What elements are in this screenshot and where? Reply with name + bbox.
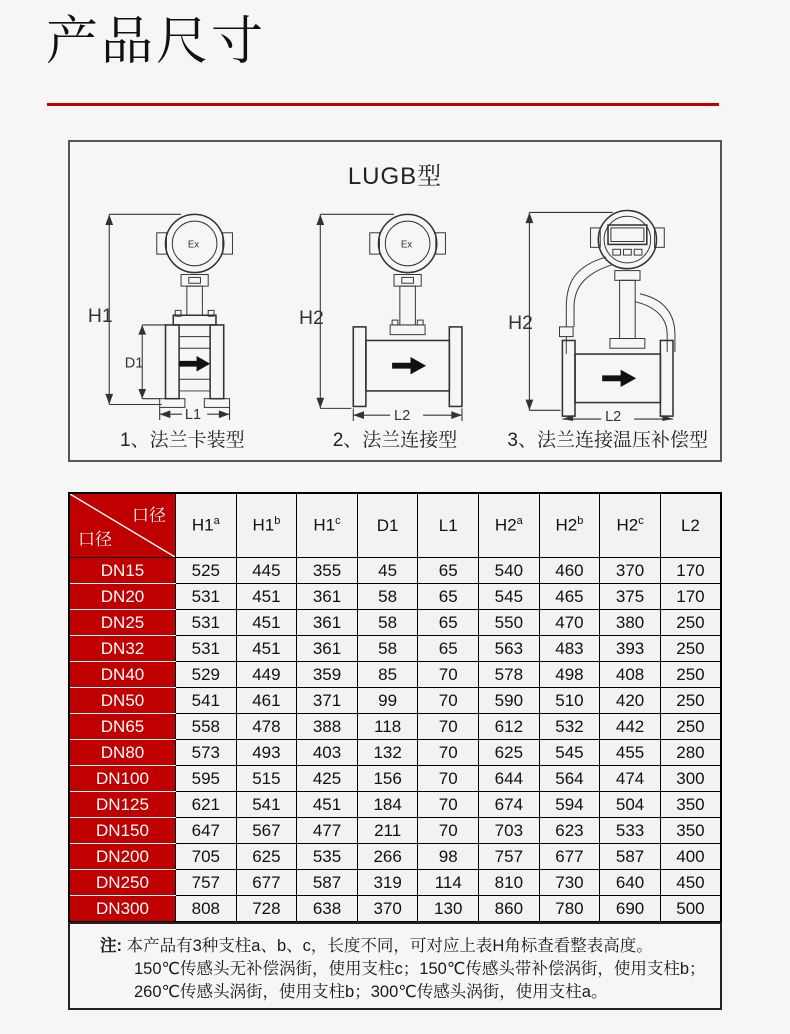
dimension-value-cell: 594 bbox=[539, 792, 600, 818]
dimension-value-cell: 677 bbox=[236, 870, 297, 896]
dimension-value-cell: 612 bbox=[479, 714, 540, 740]
dimension-value-cell: 465 bbox=[539, 584, 600, 610]
dimension-value-cell: 504 bbox=[600, 792, 661, 818]
dimension-value-cell: 558 bbox=[176, 714, 237, 740]
l2-label: L2 bbox=[394, 408, 411, 421]
dimension-value-cell: 644 bbox=[479, 766, 540, 792]
dimension-value-cell: 531 bbox=[176, 610, 237, 636]
dimension-value-cell: 529 bbox=[176, 662, 237, 688]
meter-head bbox=[157, 214, 233, 272]
dimension-value-cell: 477 bbox=[297, 818, 358, 844]
dimension-value-cell: 184 bbox=[357, 792, 418, 818]
dimension-value-cell: 531 bbox=[176, 636, 237, 662]
row-header-dn: DN50 bbox=[69, 688, 176, 714]
row-header-dn: DN150 bbox=[69, 818, 176, 844]
dimension-value-cell: 70 bbox=[418, 662, 479, 688]
dimension-value-cell: 58 bbox=[357, 610, 418, 636]
compensation-drawing bbox=[505, 193, 711, 421]
flow-arrow bbox=[179, 356, 210, 372]
table-row bbox=[69, 896, 721, 923]
dimension-value-cell: 860 bbox=[479, 896, 540, 923]
corner-label-top: 口径 bbox=[132, 506, 166, 525]
dimension-value-cell: 563 bbox=[479, 636, 540, 662]
d1-dimension bbox=[125, 325, 166, 399]
dimension-value-cell: 359 bbox=[297, 662, 358, 688]
table-row bbox=[69, 662, 721, 688]
l2-dimension bbox=[353, 408, 462, 421]
dimension-value-cell: 451 bbox=[236, 610, 297, 636]
dimension-value-cell: 451 bbox=[297, 792, 358, 818]
dimension-value-cell: 156 bbox=[357, 766, 418, 792]
dimension-value-cell: 455 bbox=[600, 740, 661, 766]
row-header-dn: DN40 bbox=[69, 662, 176, 688]
dimension-value-cell: 587 bbox=[600, 844, 661, 870]
dimension-value-cell: 65 bbox=[418, 584, 479, 610]
dimension-value-cell: 545 bbox=[539, 740, 600, 766]
dimension-value-cell: 70 bbox=[418, 818, 479, 844]
corner-label-bottom: 口径 bbox=[78, 530, 112, 549]
table-header-row bbox=[69, 493, 721, 558]
row-header-dn: DN200 bbox=[69, 844, 176, 870]
dimension-value-cell: 757 bbox=[176, 870, 237, 896]
dimension-value-cell: 99 bbox=[357, 688, 418, 714]
h2-label: H2 bbox=[298, 306, 324, 329]
h2-dimension bbox=[508, 212, 613, 410]
table-row bbox=[69, 792, 721, 818]
dimension-value-cell: 810 bbox=[479, 870, 540, 896]
table-row bbox=[69, 870, 721, 896]
dimension-value-cell: 677 bbox=[539, 844, 600, 870]
dimension-value-cell: 498 bbox=[539, 662, 600, 688]
dimension-value-cell: 250 bbox=[660, 636, 721, 662]
l2-label: L2 bbox=[604, 409, 621, 421]
col-header-l1: L1 bbox=[418, 493, 479, 558]
dimension-value-cell: 451 bbox=[236, 636, 297, 662]
dimension-value-cell: 65 bbox=[418, 636, 479, 662]
table-row bbox=[69, 844, 721, 870]
dimension-value-cell: 493 bbox=[236, 740, 297, 766]
dimension-value-cell: 567 bbox=[236, 818, 297, 844]
dimension-value-cell: 70 bbox=[418, 792, 479, 818]
dimension-value-cell: 442 bbox=[600, 714, 661, 740]
row-header-dn: DN15 bbox=[69, 558, 176, 584]
dimension-value-cell: 450 bbox=[660, 870, 721, 896]
l2-dimension bbox=[562, 409, 673, 421]
dimension-value-cell: 623 bbox=[539, 818, 600, 844]
dimension-value-cell: 531 bbox=[176, 584, 237, 610]
dimension-value-cell: 535 bbox=[297, 844, 358, 870]
dimension-value-cell: 58 bbox=[357, 636, 418, 662]
row-header-dn: DN250 bbox=[69, 870, 176, 896]
dimension-value-cell: 388 bbox=[297, 714, 358, 740]
meter-head bbox=[370, 214, 446, 272]
row-header-dn: DN65 bbox=[69, 714, 176, 740]
table-body bbox=[69, 558, 721, 923]
flow-arrow bbox=[602, 370, 636, 387]
table-row bbox=[69, 714, 721, 740]
dimension-value-cell: 58 bbox=[357, 584, 418, 610]
ex-marking: Ex bbox=[400, 239, 413, 251]
meter-stem bbox=[610, 271, 645, 349]
dimension-value-cell: 587 bbox=[297, 870, 358, 896]
dimension-value-cell: 250 bbox=[660, 714, 721, 740]
h1-dimension bbox=[88, 214, 181, 404]
dimension-value-cell: 170 bbox=[660, 584, 721, 610]
dimension-value-cell: 85 bbox=[357, 662, 418, 688]
row-header-dn: DN32 bbox=[69, 636, 176, 662]
dimension-value-cell: 728 bbox=[236, 896, 297, 923]
dimension-value-cell: 730 bbox=[539, 870, 600, 896]
ex-marking: Ex bbox=[188, 239, 200, 251]
clamp-body bbox=[160, 310, 230, 407]
dimension-value-cell: 478 bbox=[236, 714, 297, 740]
dimension-value-cell: 408 bbox=[600, 662, 661, 688]
dimension-value-cell: 350 bbox=[660, 792, 721, 818]
dimension-value-cell: 705 bbox=[176, 844, 237, 870]
dimension-value-cell: 625 bbox=[479, 740, 540, 766]
dimension-value-cell: 595 bbox=[176, 766, 237, 792]
dimension-value-cell: 250 bbox=[660, 662, 721, 688]
table-head bbox=[69, 493, 721, 558]
dimension-value-cell: 319 bbox=[357, 870, 418, 896]
row-header-dn: DN25 bbox=[69, 610, 176, 636]
dimension-value-cell: 483 bbox=[539, 636, 600, 662]
dimension-value-cell: 532 bbox=[539, 714, 600, 740]
dimension-value-cell: 625 bbox=[236, 844, 297, 870]
dimension-value-cell: 98 bbox=[418, 844, 479, 870]
dimension-value-cell: 460 bbox=[539, 558, 600, 584]
meter-stem bbox=[390, 274, 425, 334]
note-line-1 bbox=[100, 935, 706, 958]
dimension-value-cell: 370 bbox=[600, 558, 661, 584]
d1-label: D1 bbox=[125, 355, 144, 372]
dimension-value-cell: 500 bbox=[660, 896, 721, 923]
col-header-h2b: H2$^b$ bbox=[539, 493, 600, 558]
dimension-value-cell: 674 bbox=[479, 792, 540, 818]
dimension-value-cell: 70 bbox=[418, 688, 479, 714]
drawings-row bbox=[70, 193, 720, 452]
drawing-variant-1 bbox=[76, 193, 289, 452]
dimension-value-cell: 370 bbox=[357, 896, 418, 923]
dimension-value-cell: 621 bbox=[176, 792, 237, 818]
l1-dimension bbox=[160, 407, 230, 421]
pipe-body bbox=[562, 340, 673, 416]
dimension-value-cell: 690 bbox=[600, 896, 661, 923]
note-text-1: 本产品有3种支柱a、b、c，长度不同，可对应上表H角标查看整表高度。 bbox=[126, 937, 653, 955]
corner-header-cell bbox=[69, 493, 176, 558]
dimension-value-cell: 361 bbox=[297, 636, 358, 662]
note-line-3: 260℃传感头涡街，使用支柱b；300℃传感头涡街，使用支柱a。 bbox=[134, 983, 608, 1001]
meter-stem bbox=[181, 274, 208, 315]
dimension-value-cell: 170 bbox=[660, 558, 721, 584]
dimension-value-cell: 564 bbox=[539, 766, 600, 792]
h1-label: H1 bbox=[88, 305, 114, 328]
col-header-h2a: H2$^a$ bbox=[479, 493, 540, 558]
dimension-value-cell: 266 bbox=[357, 844, 418, 870]
note-prefix: 注: bbox=[100, 937, 122, 955]
row-header-dn: DN125 bbox=[69, 792, 176, 818]
dimension-value-cell: 420 bbox=[600, 688, 661, 714]
col-header-d1: D1 bbox=[357, 493, 418, 558]
dimension-value-cell: 540 bbox=[479, 558, 540, 584]
dimension-value-cell: 280 bbox=[660, 740, 721, 766]
dimension-value-cell: 590 bbox=[479, 688, 540, 714]
diagram-panel bbox=[68, 140, 722, 462]
dimension-value-cell: 130 bbox=[418, 896, 479, 923]
dimension-value-cell: 808 bbox=[176, 896, 237, 923]
dimension-value-cell: 65 bbox=[418, 610, 479, 636]
variant-1-label: 1、法兰卡装型 bbox=[120, 430, 245, 451]
dimension-value-cell: 300 bbox=[660, 766, 721, 792]
dimension-value-cell: 757 bbox=[479, 844, 540, 870]
dimension-value-cell: 461 bbox=[236, 688, 297, 714]
dimension-value-cell: 647 bbox=[176, 818, 237, 844]
dimension-value-cell: 380 bbox=[600, 610, 661, 636]
col-header-h1c: H1$^c$ bbox=[297, 493, 358, 558]
dimension-value-cell: 545 bbox=[479, 584, 540, 610]
dimension-value-cell: 403 bbox=[297, 740, 358, 766]
dimension-value-cell: 361 bbox=[297, 610, 358, 636]
dimension-value-cell: 400 bbox=[660, 844, 721, 870]
dimension-value-cell: 780 bbox=[539, 896, 600, 923]
dimension-value-cell: 45 bbox=[357, 558, 418, 584]
dimension-value-cell: 65 bbox=[418, 558, 479, 584]
dimension-value-cell: 250 bbox=[660, 610, 721, 636]
l1-label: L1 bbox=[185, 407, 202, 421]
dimension-value-cell: 573 bbox=[176, 740, 237, 766]
flange-clamp-drawing bbox=[79, 193, 285, 421]
dimension-value-cell: 211 bbox=[357, 818, 418, 844]
dimension-value-cell: 638 bbox=[297, 896, 358, 923]
dimension-value-cell: 449 bbox=[236, 662, 297, 688]
compensation-pipes bbox=[559, 257, 674, 354]
dimension-value-cell: 578 bbox=[479, 662, 540, 688]
col-header-h2c: H2$^c$ bbox=[600, 493, 661, 558]
table-row bbox=[69, 766, 721, 792]
dimension-value-cell: 350 bbox=[660, 818, 721, 844]
dimension-value-cell: 470 bbox=[539, 610, 600, 636]
dimension-value-cell: 703 bbox=[479, 818, 540, 844]
dimension-value-cell: 118 bbox=[357, 714, 418, 740]
dimension-value-cell: 525 bbox=[176, 558, 237, 584]
dimension-value-cell: 515 bbox=[236, 766, 297, 792]
dimension-value-cell: 474 bbox=[600, 766, 661, 792]
table-row bbox=[69, 740, 721, 766]
table-row bbox=[69, 584, 721, 610]
dimension-value-cell: 70 bbox=[418, 740, 479, 766]
table-row bbox=[69, 818, 721, 844]
dimension-value-cell: 451 bbox=[236, 584, 297, 610]
note-box bbox=[68, 922, 722, 1010]
dimension-value-cell: 640 bbox=[600, 870, 661, 896]
dimension-value-cell: 132 bbox=[357, 740, 418, 766]
dimension-value-cell: 70 bbox=[418, 714, 479, 740]
col-header-h1b: H1$^b$ bbox=[236, 493, 297, 558]
flange-connection-drawing bbox=[292, 193, 498, 421]
dimension-value-cell: 425 bbox=[297, 766, 358, 792]
dimension-value-cell: 114 bbox=[418, 870, 479, 896]
col-header-l2: L2 bbox=[660, 493, 721, 558]
dimension-value-cell: 393 bbox=[600, 636, 661, 662]
variant-3-label: 3、法兰连接温压补偿型 bbox=[507, 430, 708, 451]
table-row bbox=[69, 688, 721, 714]
dimension-value-cell: 375 bbox=[600, 584, 661, 610]
dimension-value-cell: 510 bbox=[539, 688, 600, 714]
dimension-value-cell: 371 bbox=[297, 688, 358, 714]
variant-2-label: 2、法兰连接型 bbox=[332, 430, 458, 451]
dimension-value-cell: 70 bbox=[418, 766, 479, 792]
dimension-value-cell: 445 bbox=[236, 558, 297, 584]
row-header-dn: DN80 bbox=[69, 740, 176, 766]
display-head bbox=[590, 210, 664, 268]
table-row bbox=[69, 636, 721, 662]
dimension-value-cell: 355 bbox=[297, 558, 358, 584]
pipe-body bbox=[353, 327, 462, 407]
page-title: 产品尺寸 bbox=[46, 13, 267, 71]
dimension-value-cell: 361 bbox=[297, 584, 358, 610]
dimension-value-cell: 541 bbox=[236, 792, 297, 818]
drawing-variant-2 bbox=[289, 193, 502, 452]
title-underline bbox=[47, 103, 719, 106]
row-header-dn: DN20 bbox=[69, 584, 176, 610]
table-row bbox=[69, 558, 721, 584]
dimension-value-cell: 533 bbox=[600, 818, 661, 844]
dimension-table bbox=[68, 492, 722, 923]
h2-label: H2 bbox=[507, 311, 533, 334]
dimension-value-cell: 550 bbox=[479, 610, 540, 636]
drawing-variant-3 bbox=[501, 193, 714, 452]
dimension-value-cell: 541 bbox=[176, 688, 237, 714]
table-row bbox=[69, 610, 721, 636]
diagram-model-title: LUGB型 bbox=[347, 163, 443, 190]
row-header-dn: DN300 bbox=[69, 896, 176, 923]
col-header-h1a: H1$^a$ bbox=[176, 493, 237, 558]
note-line-2: 150℃传感头无补偿涡街，使用支柱c；150℃传感头带补偿涡街，使用支柱b； bbox=[134, 960, 706, 978]
flow-arrow bbox=[392, 357, 426, 374]
row-header-dn: DN100 bbox=[69, 766, 176, 792]
dimension-value-cell: 250 bbox=[660, 688, 721, 714]
